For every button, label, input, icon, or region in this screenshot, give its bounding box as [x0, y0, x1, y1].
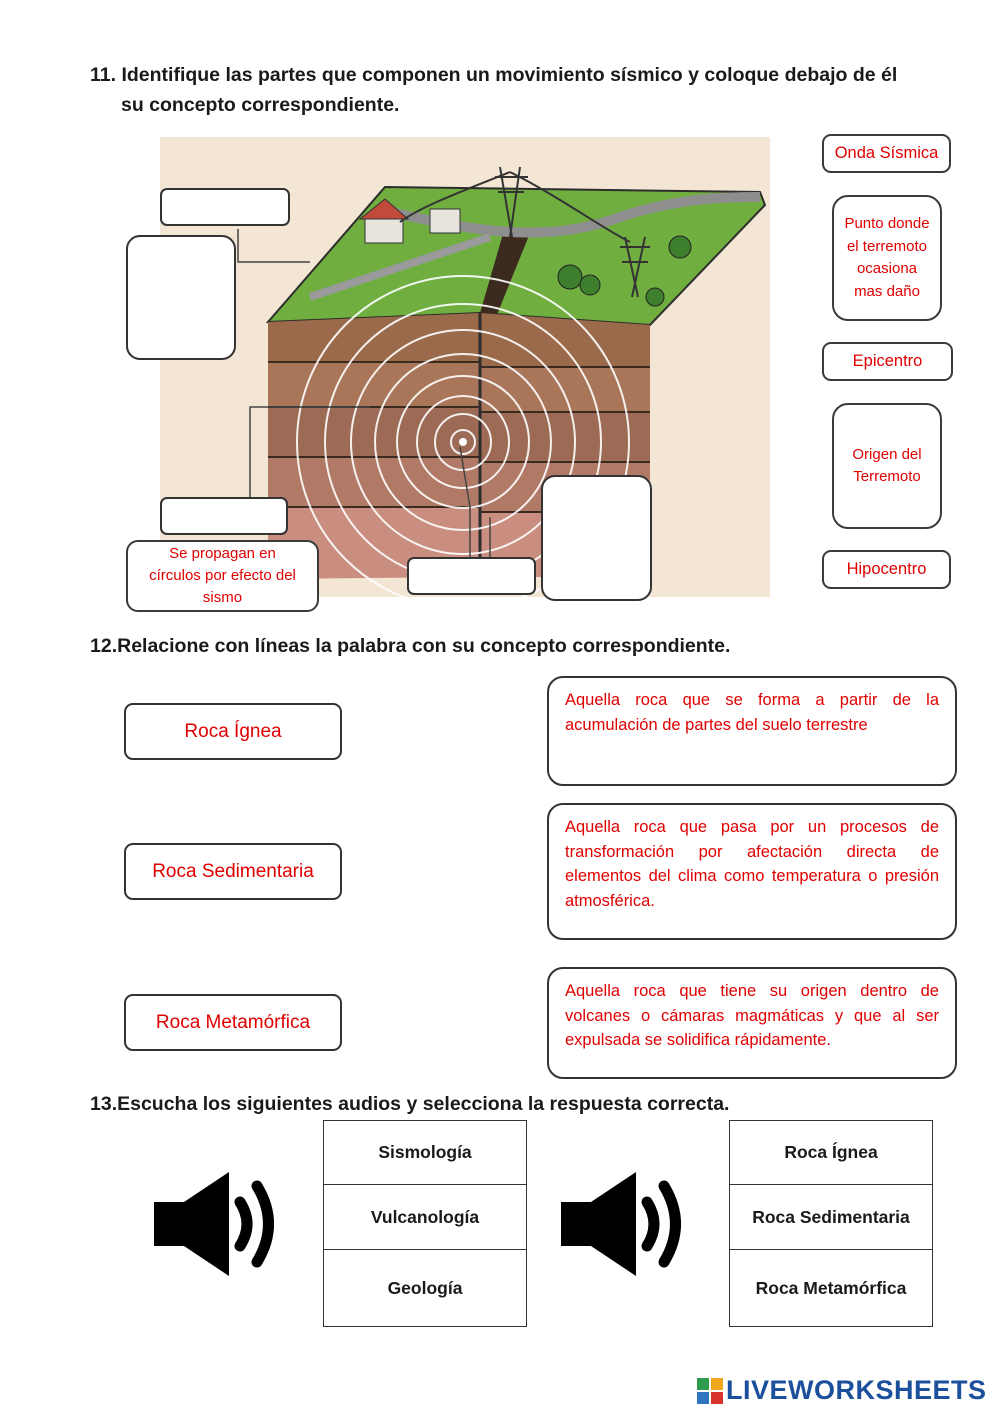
option-geologia[interactable]: Geología — [324, 1250, 527, 1327]
options-table-1 — [323, 1120, 527, 1327]
word-roca-ignea[interactable]: Roca Ígnea — [124, 703, 342, 760]
diagram-label-waves: Se propagan en círculos por efecto del sismo — [126, 540, 319, 612]
answer-box-3[interactable] — [160, 497, 288, 535]
q13-title: 13.Escucha los siguientes audios y selecciona la respuesta correcta. — [90, 1093, 730, 1115]
answer-box-5[interactable] — [541, 475, 652, 601]
option-hipocentro[interactable]: Hipocentro — [822, 550, 951, 589]
concept-ignea[interactable]: Aquella roca que tiene su origen dentro de volcanes o cámaras magmáticas y que al ser expulsada se solidifica rápidamente. — [547, 967, 957, 1079]
logo-mark-icon — [697, 1378, 723, 1404]
option-onda-sismica[interactable]: Onda Sísmica — [822, 134, 951, 173]
option-roca-ignea[interactable]: Roca Ígnea — [730, 1121, 933, 1185]
concept-metamorfica[interactable]: Aquella roca que pasa por un procesos de transformación por afectación directa de elementos del clima como temperatura o presión atmosférica. — [547, 803, 957, 940]
word-roca-sedimentaria[interactable]: Roca Sedimentaria — [124, 843, 342, 900]
speaker-icon[interactable] — [154, 1168, 294, 1280]
options-table-2 — [729, 1120, 933, 1327]
option-epicentro[interactable]: Epicentro — [822, 342, 953, 381]
option-punto-dano[interactable]: Punto donde el terremoto ocasiona mas daño — [832, 195, 942, 321]
speaker-icon[interactable] — [561, 1168, 701, 1280]
answer-box-4[interactable] — [407, 557, 536, 595]
answer-box-2[interactable] — [126, 235, 236, 360]
q11-title-line2: su concepto correspondiente. — [121, 94, 400, 116]
hypocenter-point — [459, 438, 467, 446]
concept-sedimentaria[interactable]: Aquella roca que se forma a partir de la acumulación de partes del suelo terrestre — [547, 676, 957, 786]
liveworksheets-logo — [697, 1375, 987, 1406]
word-roca-metamorfica[interactable]: Roca Metamórfica — [124, 994, 342, 1051]
q11-title-line1: 11. Identifique las partes que componen un movimiento sísmico y coloque debajo de él — [90, 64, 898, 86]
option-roca-metamorfica[interactable]: Roca Metamórfica — [730, 1250, 933, 1327]
brand-name: LIVEWORKSHEETS — [726, 1375, 987, 1405]
q12-title: 12.Relacione con líneas la palabra con su concepto correspondiente. — [90, 635, 731, 657]
option-sismologia[interactable]: Sismología — [324, 1121, 527, 1185]
option-roca-sedimentaria[interactable]: Roca Sedimentaria — [730, 1185, 933, 1250]
answer-box-1[interactable] — [160, 188, 290, 226]
option-vulcanologia[interactable]: Vulcanología — [324, 1185, 527, 1250]
option-origen-terremoto[interactable]: Origen del Terremoto — [832, 403, 942, 529]
